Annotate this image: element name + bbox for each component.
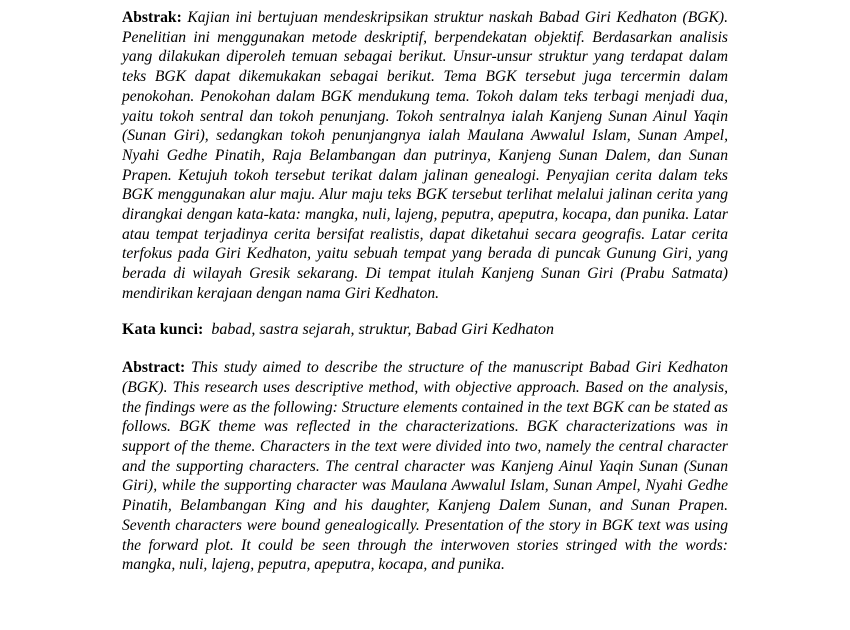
- abstract-text: This study aimed to describe the structure of the manuscript Babad Giri Kedhaton (BGK). This research uses descriptive method, with objective approach. Based on the analysis, the findings were as the following: Structure elements contained in the text BGK can be stated as follows. BGK theme was reflected in the characterizations. BGK characterizations was in support of the theme. Characters in the text were divided into two, namely the central character and the supporting characters. The central character was Kanjeng Ainul Yaqin Sunan (Sunan Giri), while the supporting character was Maulana Awwalul Islam, Sunan Ampel, Nyahi Gedhe Pinatih, Belambangan King and his daughter, Kanjeng Dalem Sunan, and Sunan Prapen. Seventh characters were bound genealogically. Presentation of the story in BGK text was using the forward plot. It could be seen through the interwoven stories stringed with the words: mangka, nuli, lajeng, peputra, apeputra, kocapa, and punika.: [122, 359, 729, 574]
- abstrak-label: Abstrak:: [122, 9, 182, 26]
- keywords-label: Kata kunci: [122, 320, 199, 338]
- abstract-paragraph: [122, 358, 728, 575]
- paper-page: [122, 8, 728, 575]
- abstrak-text: Kajian ini bertujuan mendeskripsikan struktur naskah Babad Giri Kedhaton (BGK). Penelitian ini menggunakan metode deskriptif, berpendekatan objektif. Berdasarkan analisis yang dilakukan diperoleh temuan sebagai berikut. Unsur-unsur struktur yang terdapat dalam teks BGK dapat dikemukakan sebagai berikut. Tema BGK tersebut juga tercermin dalam penokohan. Penokohan dalam BGK mendukung tema. Tokoh dalam teks terbagi menjadi dua, yaitu tokoh sentral dan tokoh penunjang. Tokoh sentralnya ialah Kanjeng Sunan Ainul Yaqin (Sunan Giri), sedangkan tokoh penunjangnya ialah Maulana Awwalul Islam, Sunan Ampel, Nyahi Gedhe Pinatih, Raja Belambangan dan putrinya, Kanjeng Sunan Dalem, dan Sunan Prapen. Ketujuh tokoh tersebut terikat dalam jalinan genealogi. Penyajian cerita dalam teks BGK menggunakan alur maju. Alur maju teks BGK tersebut terlihat melalui jalinan cerita yang dirangkai dengan kata-kata: mangka, nuli, lajeng, peputra, apeputra, kocapa, dan punika. Latar atau tempat terjadinya cerita bersifat realistis, dapat diketahui secara geografis. Latar cerita terfokus pada Giri Kedhaton, yaitu sebuah tempat yang berada di puncak Gunung Giri, yang berada di wilayah Gresik sekarang. Di tempat itulah Kanjeng Sunan Giri (Prabu Satmata) mendirikan kerajaan dengan nama Giri Kedhaton.: [122, 9, 728, 302]
- keywords-text: babad, sastra sejarah, struktur, Babad Giri Kedhaton: [211, 320, 555, 338]
- abstrak-paragraph: [122, 8, 728, 304]
- abstract-label: Abstract:: [122, 359, 186, 377]
- keywords-line: [122, 320, 728, 340]
- keywords-separator: :: [198, 320, 204, 338]
